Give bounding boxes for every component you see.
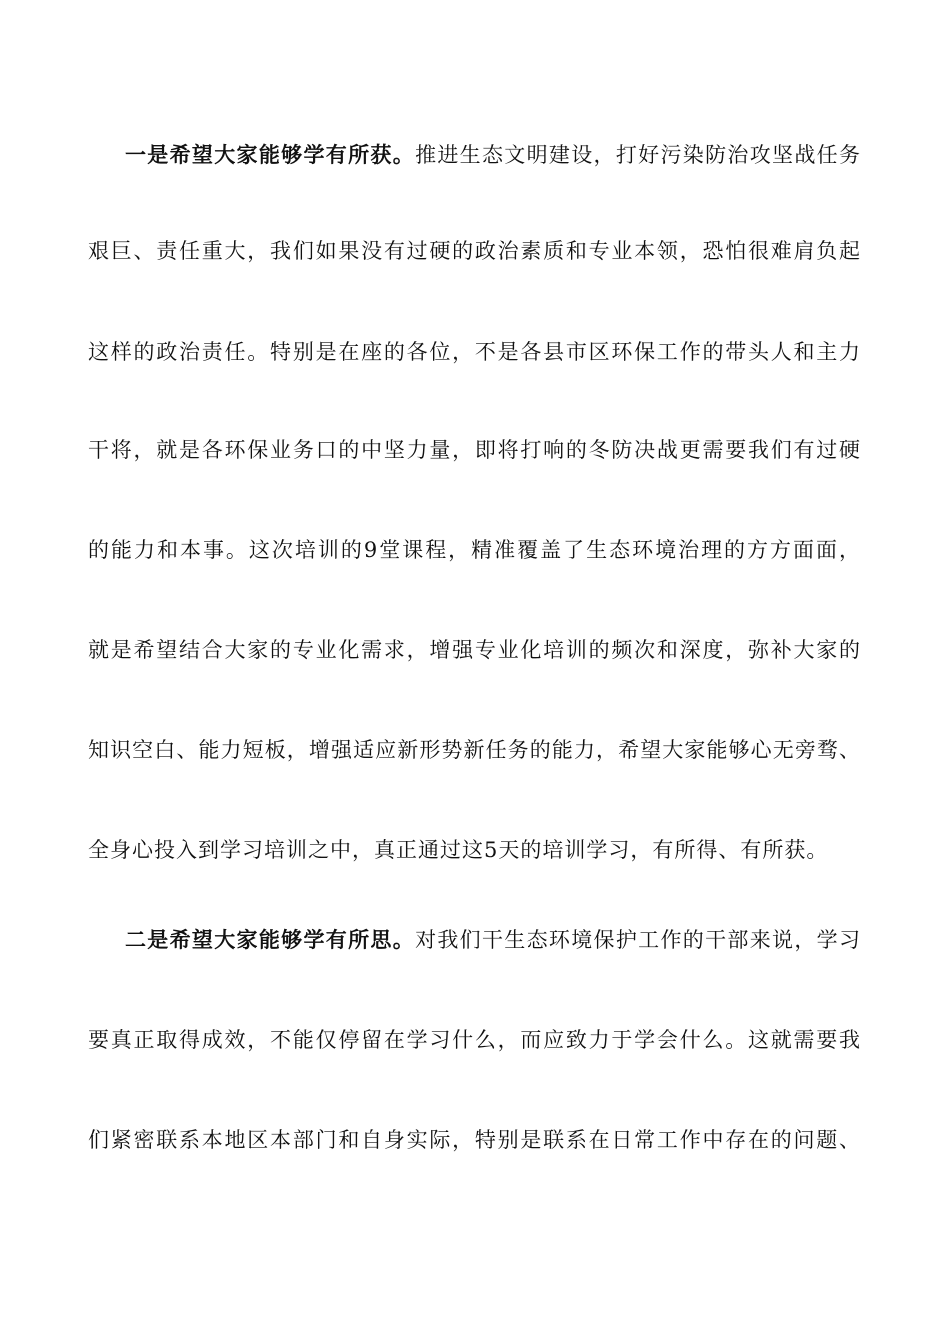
text-line: 全身心投入到学习培训之中，真正通过这5天的培训学习，有所得、有所获。 xyxy=(88,838,829,862)
text-line: 们紧密联系本地区本部门和自身实际，特别是联系在日常工作中存在的问题、 xyxy=(88,1128,860,1152)
text-line: 就是希望结合大家的专业化需求，增强专业化培训的频次和深度，弥补大家的 xyxy=(88,638,860,662)
text-segment: 对我们干生态环境保护工作的干部来说，学习 xyxy=(415,928,860,952)
text-line xyxy=(125,925,860,955)
text-line: 这样的政治责任。特别是在座的各位，不是各县市区环保工作的带头人和主力 xyxy=(88,340,860,364)
text-line: 要真正取得成效，不能仅停留在学习什么，而应致力于学会什么。这就需要我 xyxy=(88,1028,860,1052)
paragraph-lead: 二是希望大家能够学有所思。 xyxy=(125,927,416,952)
text-segment: 推进生态文明建设，打好污染防治攻坚战任务 xyxy=(415,143,860,167)
text-line: 的能力和本事。这次培训的9堂课程，精准覆盖了生态环境治理的方方面面， xyxy=(88,538,860,562)
text-line: 干将，就是各环保业务口的中坚力量，即将打响的冬防决战更需要我们有过硬 xyxy=(88,438,860,462)
text-line xyxy=(125,140,860,170)
text-line: 艰巨、责任重大，我们如果没有过硬的政治素质和专业本领，恐怕很难肩负起 xyxy=(88,239,860,263)
text-line: 知识空白、能力短板，增强适应新形势新任务的能力，希望大家能够心无旁骛、 xyxy=(88,738,860,762)
paragraph-lead: 一是希望大家能够学有所获。 xyxy=(125,142,416,167)
